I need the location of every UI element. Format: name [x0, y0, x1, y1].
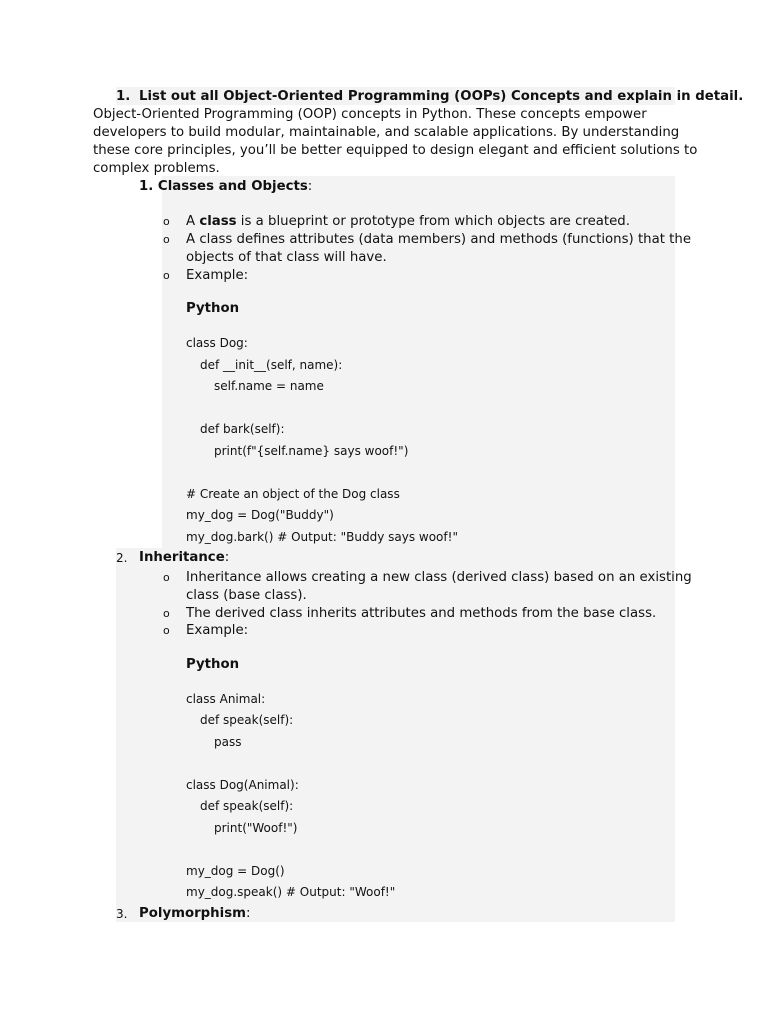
bullet-icon: o: [163, 215, 170, 228]
code-language-label: Python: [186, 657, 240, 672]
code-line: my_dog.bark() # Output: "Buddy says woof!": [186, 530, 458, 544]
bullet-icon: o: [163, 624, 170, 637]
code-line: my_dog = Dog(): [186, 864, 285, 878]
code-line: pass: [214, 735, 242, 749]
section2-bullet-1-line: class (base class).: [186, 588, 307, 603]
bullet-icon: o: [163, 269, 170, 282]
bullet-icon: o: [163, 571, 170, 584]
section2-number: 2.: [116, 551, 128, 565]
code-line: def speak(self):: [200, 799, 294, 813]
section3-colon: :: [245, 906, 251, 921]
code-line: class Animal:: [186, 692, 266, 706]
code-line: my_dog = Dog("Buddy"): [186, 508, 334, 522]
section1-heading: [139, 178, 312, 195]
section3-heading: [139, 905, 250, 922]
section3-title: Polymorphism: [139, 906, 246, 921]
code-language-label: Python: [186, 301, 240, 316]
code-line: print(f"{self.name} says woof!"): [214, 444, 409, 458]
bullet-icon: o: [163, 607, 170, 620]
intro-line: Object-Oriented Programming (OOP) concepts in Python. These concepts empower: [93, 107, 647, 122]
section2-colon: :: [224, 550, 230, 565]
section1-bullet-2-line: A class defines attributes (data members) and methods (functions) that the: [186, 232, 691, 247]
section2-bullet-3: Example:: [186, 623, 249, 638]
intro-line: these core principles, you’ll be better equipped to design elegant and efficient solutions to: [93, 143, 698, 158]
section2-heading: [139, 549, 229, 566]
code-line: my_dog.speak() # Output: "Woof!": [186, 885, 396, 899]
heading-text: List out all Object-Oriented Programming (OOPs) Concepts and explain in detail.: [139, 89, 744, 104]
section1-colon: :: [307, 179, 313, 194]
section1-bullet-3: Example:: [186, 268, 249, 283]
section1-bullet-2-line: objects of that class will have.: [186, 250, 387, 265]
section2-title: Inheritance: [139, 550, 225, 565]
bullet-icon: o: [163, 233, 170, 246]
code-line: def __init__(self, name):: [200, 358, 343, 372]
section1-title: 1. Classes and Objects: [139, 179, 308, 194]
code-line: print("Woof!"): [214, 821, 298, 835]
code-line: # Create an object of the Dog class: [186, 487, 400, 501]
bullet1-prefix: A: [186, 214, 200, 229]
code-line: class Dog:: [186, 336, 248, 350]
code-line: def bark(self):: [200, 422, 285, 436]
intro-line: complex problems.: [93, 161, 220, 176]
heading-number: 1.: [116, 89, 131, 104]
code-line: self.name = name: [214, 379, 324, 393]
section1-bullet-1: [186, 213, 630, 230]
bullet1-bold-term: class: [199, 214, 237, 229]
section3-number: 3.: [116, 907, 128, 921]
section2-bullet-2: The derived class inherits attributes and methods from the base class.: [186, 606, 657, 621]
section2-bullet-1-line: Inheritance allows creating a new class (derived class) based on an existing: [186, 570, 692, 585]
code-line: class Dog(Animal):: [186, 778, 299, 792]
bullet1-suffix: is a blueprint or prototype from which objects are created.: [236, 214, 630, 229]
code-line: def speak(self):: [200, 713, 294, 727]
intro-line: developers to build modular, maintainable, and scalable applications. By understanding: [93, 125, 680, 140]
